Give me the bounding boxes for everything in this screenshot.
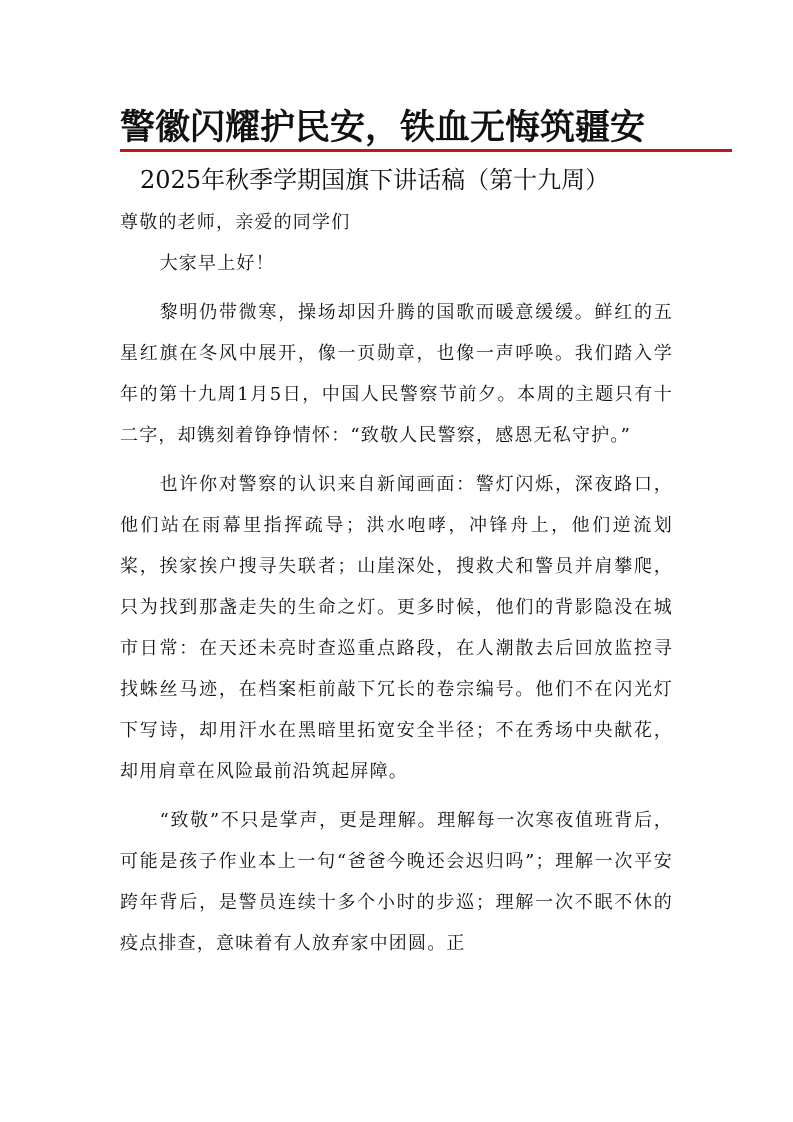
paragraph-3: “致敬”不只是掌声，更是理解。理解每一次寒夜值班背后，可能是孩子作业本上一句“爸爸今晚还会迟归吗”；理解一次平安跨年背后，是警员连续十多个小时的步巡；理解一次不眠不休的疫点排查，意味着有人放弃家中团圆。正 <box>120 810 673 954</box>
greeting: 大家早上好！ <box>159 253 275 274</box>
title-underline-rule <box>120 149 732 152</box>
page-title: 警徽闪耀护民安，铁血无悔筑疆安 <box>120 108 646 148</box>
salutation: 尊敬的老师，亲爱的同学们 <box>120 212 351 233</box>
paragraph-1: 黎明仍带微寒，操场却因升腾的国歌而暖意缓缓。鲜红的五星红旗在冬风中展开，像一页勋章，也像一声呼唤。我们踏入学年的第十九周1月5日，中国人民警察节前夕。本周的主题只有十二字，却镌刻着铮铮情怀：“致敬人民警察，感恩无私守护。” <box>120 302 673 446</box>
paragraph-2: 也许你对警察的认识来自新闻画面：警灯闪烁，深夜路口，他们站在雨幕里指挥疏导；洪水咆哮，冲锋舟上，他们逆流划桨，挨家挨户搜寻失联者；山崖深处，搜救犬和警员并肩攀爬，只为找到那盏走失的生命之灯。更多时候，他们的背影隐没在城市日常：在天还未亮时查巡重点路段，在人潮散去后回放监控寻找蛛丝马迹，在档案柜前敲下冗长的卷宗编号。他们不在闪光灯下写诗，却用汗水在黑暗里拓宽安全半径；不在秀场中央献花，却用肩章在风险最前沿筑起屏障。 <box>120 474 673 782</box>
page-subtitle: 2025年秋季学期国旗下讲话稿（第十九周） <box>140 166 610 194</box>
speech-body <box>120 202 673 972</box>
